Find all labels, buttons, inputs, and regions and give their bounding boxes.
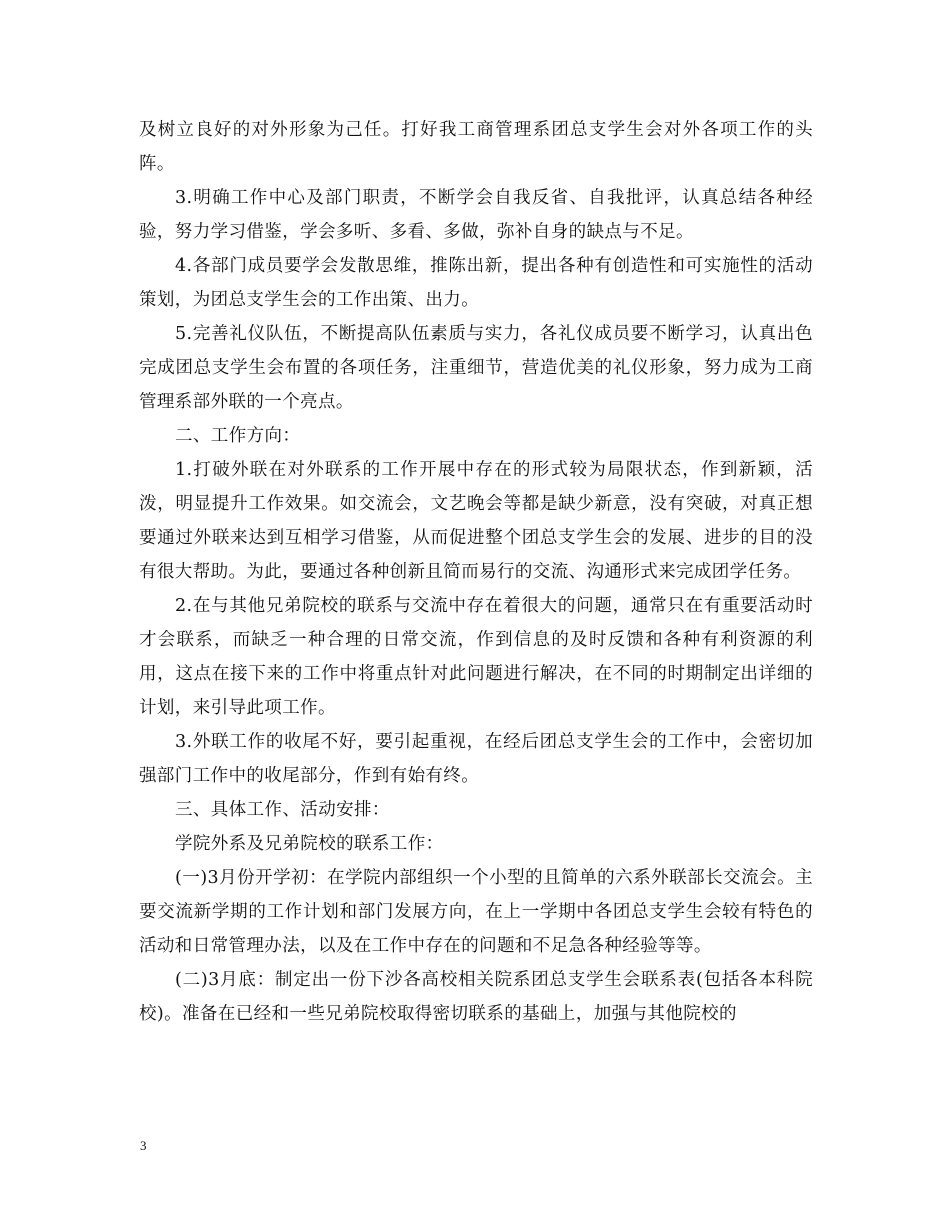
paragraph-plan-2: (二)3月底：制定出一份下沙各高校相关院系团总支学生会联系表(包括各本科院校)。准备在已经和一些兄弟院校取得密切联系的基础上，加强与其他院校的 [139,970,813,1024]
subheading-liaison-work: 学院外系及兄弟院校的联系工作： [175,834,444,854]
paragraph-direction-3: 3.外联工作的收尾不好，要引起重视，在经后团总支学生会的工作中，会密切加强部门工作中的收尾部分，作到有始有终。 [139,732,813,786]
paragraph-direction-2: 2.在与其他兄弟院校的联系与交流中存在着很大的问题，通常只在有重要活动时才会联系，而缺乏一种合理的日常交流，作到信息的及时反馈和各种有利资源的利用，这点在接下来的工作中将重点针对此问题进行解决，在不同的时期制定出详细的计划，来引导此项工作。 [139,596,813,718]
paragraph-item-5: 5.完善礼仪队伍，不断提高队伍素质与实力，各礼仪成员要不断学习，认真出色完成团总支学生会布置的各项任务，注重细节，营造优美的礼仪形象，努力成为工商管理系部外联的一个亮点。 [139,324,813,412]
paragraph-item-4: 4.各部门成员要学会发散思维，推陈出新，提出各种有创造性和可实施性的活动策划，为团总支学生会的工作出策、出力。 [139,256,813,310]
paragraph-item-3: 3.明确工作中心及部门职责，不断学会自我反省、自我批评，认真总结各种经验，努力学习借鉴，学会多听、多看、多做，弥补自身的缺点与不足。 [139,188,813,242]
page-number: 3 [140,1138,147,1153]
body-text [139,113,813,1031]
paragraph-continuation: 及树立良好的对外形象为己任。打好我工商管理系团总支学生会对外各项工作的头阵。 [139,120,813,174]
section-heading-work-direction: 二、工作方向： [175,426,301,446]
paragraph-direction-1: 1.打破外联在对外联系的工作开展中存在的形式较为局限状态，作到新颖，活泼，明显提升工作效果。如交流会，文艺晚会等都是缺少新意，没有突破，对真正想要通过外联来达到互相学习借鉴，从而促进整个团总支学生会的发展、进步的目的没有很大帮助。为此，要通过各种创新且简而易行的交流、沟通形式来完成团学任务。 [139,460,813,582]
paragraph-plan-1: (一)3月份开学初：在学院内部组织一个小型的且简单的六系外联部长交流会。主要交流新学期的工作计划和部门发展方向，在上一学期中各团总支学生会较有特色的活动和日常管理办法，以及在工作中存在的问题和不足急各种经验等等。 [139,868,813,956]
section-heading-activity-plan: 三、具体工作、活动安排： [175,800,390,820]
